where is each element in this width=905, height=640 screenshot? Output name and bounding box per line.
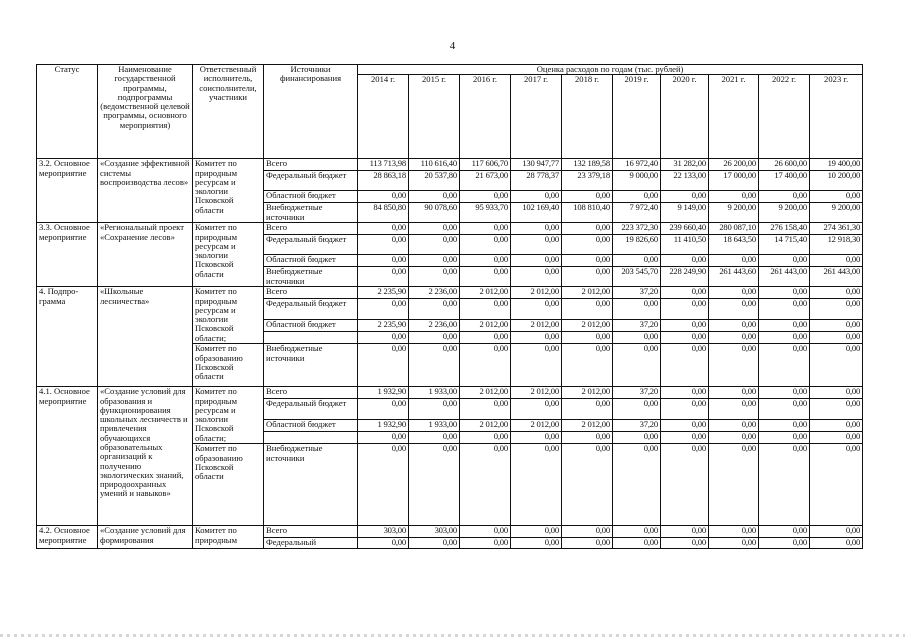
amount-cell: 0,00 xyxy=(358,235,409,255)
amount-cell: 0,00 xyxy=(562,299,613,320)
amount-cell: 0,00 xyxy=(709,299,759,320)
amount-cell: 0,00 xyxy=(511,191,562,203)
amount-cell: 0,00 xyxy=(810,399,863,420)
amount-cell: 0,00 xyxy=(661,526,709,538)
amount-cell: 37,20 xyxy=(613,420,661,432)
funding-source-cell: Федеральный бюджет xyxy=(264,171,358,191)
amount-cell: 0,00 xyxy=(613,191,661,203)
amount-cell: 0,00 xyxy=(661,191,709,203)
amount-cell: 0,00 xyxy=(810,255,863,267)
amount-cell: 0,00 xyxy=(810,299,863,320)
funding-source-cell: Федеральный бюджет xyxy=(264,299,358,320)
amount-cell: 0,00 xyxy=(460,267,511,287)
status-cell: 3.3. Основное мероприятие xyxy=(37,223,98,287)
amount-cell: 2 012,00 xyxy=(562,420,613,432)
amount-cell: 31 282,00 xyxy=(661,159,709,171)
amount-cell: 0,00 xyxy=(511,267,562,287)
amount-cell: 0,00 xyxy=(562,235,613,255)
amount-cell: 0,00 xyxy=(661,387,709,399)
amount-cell: 0,00 xyxy=(759,526,810,538)
amount-cell: 2 236,00 xyxy=(409,320,460,332)
amount-cell: 0,00 xyxy=(810,332,863,344)
table-row xyxy=(37,223,863,235)
amount-cell: 228 249,90 xyxy=(661,267,709,287)
year-header: 2015 г. xyxy=(409,75,460,159)
amount-cell: 2 012,00 xyxy=(460,387,511,399)
year-header: 2022 г. xyxy=(759,75,810,159)
funding-source-cell: Всего xyxy=(264,159,358,171)
amount-cell: 0,00 xyxy=(511,299,562,320)
executor-cell-secondary: Комитет по образованию Псковской области xyxy=(193,344,264,387)
funding-source-cell: Всего xyxy=(264,387,358,399)
amount-cell: 0,00 xyxy=(460,299,511,320)
table-row xyxy=(37,526,863,538)
amount-cell: 0,00 xyxy=(709,526,759,538)
amount-cell: 0,00 xyxy=(709,287,759,299)
amount-cell: 0,00 xyxy=(613,432,661,444)
funding-source-cell: Областной бюджет xyxy=(264,320,358,332)
amount-cell: 0,00 xyxy=(661,432,709,444)
amount-cell: 23 379,18 xyxy=(562,171,613,191)
amount-cell: 2 012,00 xyxy=(562,287,613,299)
amount-cell: 280 087,10 xyxy=(709,223,759,235)
funding-source-cell: Федеральный бюджет xyxy=(264,399,358,420)
funding-source-cell xyxy=(264,332,358,344)
amount-cell: 0,00 xyxy=(460,432,511,444)
status-header: Статус xyxy=(37,65,98,159)
executor-cell: Комитет по природным xyxy=(193,526,264,548)
amount-cell: 0,00 xyxy=(759,287,810,299)
amount-cell: 0,00 xyxy=(759,387,810,399)
amount-cell: 19 826,60 xyxy=(613,235,661,255)
funding-source-cell: Внебюджетные источники xyxy=(264,267,358,287)
amount-cell: 0,00 xyxy=(709,320,759,332)
amount-cell: 10 200,00 xyxy=(810,171,863,191)
amount-cell: 0,00 xyxy=(460,191,511,203)
amount-cell: 0,00 xyxy=(759,332,810,344)
amount-cell: 0,00 xyxy=(409,332,460,344)
amount-cell: 0,00 xyxy=(562,399,613,420)
amount-cell: 0,00 xyxy=(759,255,810,267)
amount-cell: 0,00 xyxy=(709,432,759,444)
amount-cell: 0,00 xyxy=(562,444,613,526)
amount-cell: 0,00 xyxy=(810,526,863,538)
amount-cell: 28 863,18 xyxy=(358,171,409,191)
amount-cell: 130 947,77 xyxy=(511,159,562,171)
amount-cell: 9 149,00 xyxy=(661,203,709,223)
amount-cell: 0,00 xyxy=(409,399,460,420)
amount-cell: 9 200,00 xyxy=(810,203,863,223)
page-number: 4 xyxy=(449,40,456,52)
amount-cell: 1 932,90 xyxy=(358,387,409,399)
amount-cell: 2 236,00 xyxy=(409,287,460,299)
funding-source-cell: Федеральный бюджет xyxy=(264,235,358,255)
amount-cell: 0,00 xyxy=(759,420,810,432)
year-header: 2017 г. xyxy=(511,75,562,159)
funding-source-cell: Внебюджетные источники xyxy=(264,444,358,526)
amount-cell: 0,00 xyxy=(810,387,863,399)
amount-cell: 0,00 xyxy=(709,191,759,203)
amount-cell: 1 933,00 xyxy=(409,420,460,432)
year-header: 2018 г. xyxy=(562,75,613,159)
amount-cell: 0,00 xyxy=(409,432,460,444)
amount-cell: 7 972,40 xyxy=(613,203,661,223)
amount-cell: 0,00 xyxy=(810,538,863,548)
amount-cell: 37,20 xyxy=(613,287,661,299)
funding-source-cell: Всего xyxy=(264,223,358,235)
executor-cell-secondary: Комитет по образованию Псковской области xyxy=(193,444,264,526)
executor-cell: Комитет по природным ресурсам и экологии Псковской области xyxy=(193,159,264,223)
amount-cell: 1 933,00 xyxy=(409,387,460,399)
amount-cell: 0,00 xyxy=(460,538,511,548)
amount-cell: 0,00 xyxy=(358,191,409,203)
amount-cell: 0,00 xyxy=(358,444,409,526)
table-body xyxy=(37,159,863,548)
amount-cell: 0,00 xyxy=(409,444,460,526)
amount-cell: 0,00 xyxy=(661,444,709,526)
amount-cell: 0,00 xyxy=(759,538,810,548)
amount-cell: 2 012,00 xyxy=(460,287,511,299)
amount-cell: 0,00 xyxy=(810,287,863,299)
amount-cell: 0,00 xyxy=(810,444,863,526)
funding-source-cell: Федеральный xyxy=(264,538,358,548)
amount-cell: 0,00 xyxy=(511,344,562,387)
amount-cell: 0,00 xyxy=(613,399,661,420)
amount-cell: 0,00 xyxy=(709,255,759,267)
amount-cell: 0,00 xyxy=(759,344,810,387)
amount-cell: 113 713,98 xyxy=(358,159,409,171)
amount-cell: 1 932,90 xyxy=(358,420,409,432)
amount-cell: 2 235,90 xyxy=(358,320,409,332)
amount-cell: 0,00 xyxy=(562,332,613,344)
amount-cell: 14 715,40 xyxy=(759,235,810,255)
amount-cell: 18 643,50 xyxy=(709,235,759,255)
amount-cell: 0,00 xyxy=(709,399,759,420)
amount-cell: 0,00 xyxy=(709,420,759,432)
amount-cell: 0,00 xyxy=(613,299,661,320)
amount-cell: 0,00 xyxy=(511,332,562,344)
amount-cell: 2 012,00 xyxy=(460,320,511,332)
funding-source-cell xyxy=(264,432,358,444)
year-header: 2021 г. xyxy=(709,75,759,159)
amount-cell: 0,00 xyxy=(810,191,863,203)
amount-cell: 239 660,40 xyxy=(661,223,709,235)
amount-cell: 90 078,60 xyxy=(409,203,460,223)
amount-cell: 303,00 xyxy=(409,526,460,538)
amount-cell: 9 000,00 xyxy=(613,171,661,191)
estimate-header: Оценка расходов по годам (тыс. рублей) xyxy=(358,65,863,75)
amount-cell: 2 012,00 xyxy=(562,320,613,332)
amount-cell: 0,00 xyxy=(460,255,511,267)
amount-cell: 303,00 xyxy=(358,526,409,538)
amount-cell: 9 200,00 xyxy=(759,203,810,223)
year-header: 2016 г. xyxy=(460,75,511,159)
amount-cell: 0,00 xyxy=(661,332,709,344)
amount-cell: 0,00 xyxy=(709,538,759,548)
amount-cell: 0,00 xyxy=(562,191,613,203)
amount-cell: 21 673,00 xyxy=(460,171,511,191)
funding-source-cell: Областной бюджет xyxy=(264,420,358,432)
amount-cell: 110 616,40 xyxy=(409,159,460,171)
amount-cell: 0,00 xyxy=(810,432,863,444)
funding-source-cell: Областной бюджет xyxy=(264,255,358,267)
amount-cell: 17 400,00 xyxy=(759,171,810,191)
amount-cell: 0,00 xyxy=(759,320,810,332)
amount-cell: 261 443,60 xyxy=(709,267,759,287)
amount-cell: 11 410,50 xyxy=(661,235,709,255)
amount-cell: 20 537,80 xyxy=(409,171,460,191)
amount-cell: 2 012,00 xyxy=(511,320,562,332)
amount-cell: 95 933,70 xyxy=(460,203,511,223)
status-cell: 4.1. Основное мероприятие xyxy=(37,387,98,526)
amount-cell: 2 012,00 xyxy=(460,420,511,432)
amount-cell: 37,20 xyxy=(613,387,661,399)
amount-cell: 2 012,00 xyxy=(511,420,562,432)
amount-cell: 274 361,30 xyxy=(810,223,863,235)
amount-cell: 19 400,00 xyxy=(810,159,863,171)
amount-cell: 0,00 xyxy=(511,235,562,255)
source-header: Источники финансирования xyxy=(264,65,358,159)
status-cell: 4.2. Основное мероприятие xyxy=(37,526,98,548)
amount-cell: 223 372,30 xyxy=(613,223,661,235)
funding-source-cell: Всего xyxy=(264,526,358,538)
amount-cell: 9 200,00 xyxy=(709,203,759,223)
amount-cell: 0,00 xyxy=(709,387,759,399)
header-row-top xyxy=(37,65,863,75)
amount-cell: 0,00 xyxy=(358,432,409,444)
amount-cell: 17 000,00 xyxy=(709,171,759,191)
amount-cell: 0,00 xyxy=(810,320,863,332)
amount-cell: 0,00 xyxy=(661,255,709,267)
amount-cell: 0,00 xyxy=(358,299,409,320)
amount-cell: 0,00 xyxy=(409,299,460,320)
amount-cell: 0,00 xyxy=(460,223,511,235)
amount-cell: 0,00 xyxy=(613,444,661,526)
amount-cell: 0,00 xyxy=(810,420,863,432)
amount-cell: 0,00 xyxy=(661,538,709,548)
amount-cell: 0,00 xyxy=(661,420,709,432)
amount-cell: 102 169,40 xyxy=(511,203,562,223)
amount-cell: 0,00 xyxy=(759,444,810,526)
amount-cell: 0,00 xyxy=(511,223,562,235)
program-name-cell: «Создание эффективной системы воспроизводства лесов» xyxy=(98,159,193,223)
amount-cell: 0,00 xyxy=(409,538,460,548)
amount-cell: 0,00 xyxy=(460,526,511,538)
amount-cell: 0,00 xyxy=(409,223,460,235)
executor-cell: Комитет по природным ресурсам и экологии Псковской области; xyxy=(193,287,264,344)
amount-cell: 203 545,70 xyxy=(613,267,661,287)
amount-cell: 2 012,00 xyxy=(562,387,613,399)
executor-cell: Комитет по природным ресурсам и экологии Псковской области xyxy=(193,223,264,287)
funding-source-cell: Внебюджетные источники xyxy=(264,203,358,223)
amount-cell: 0,00 xyxy=(409,344,460,387)
amount-cell: 0,00 xyxy=(759,399,810,420)
amount-cell: 0,00 xyxy=(709,344,759,387)
amount-cell: 0,00 xyxy=(460,399,511,420)
amount-cell: 0,00 xyxy=(409,255,460,267)
amount-cell: 0,00 xyxy=(511,538,562,548)
name-header: Наименование государственной программы, подпрограммы (ведомственной целевой программы, основного мероприятия) xyxy=(98,65,193,159)
status-cell: 4. Подпро-грамма xyxy=(37,287,98,387)
amount-cell: 0,00 xyxy=(358,223,409,235)
amount-cell: 276 158,40 xyxy=(759,223,810,235)
amount-cell: 2 012,00 xyxy=(511,387,562,399)
amount-cell: 0,00 xyxy=(358,399,409,420)
amount-cell: 0,00 xyxy=(661,287,709,299)
amount-cell: 2 012,00 xyxy=(511,287,562,299)
amount-cell: 0,00 xyxy=(661,399,709,420)
amount-cell: 0,00 xyxy=(460,444,511,526)
amount-cell: 16 972,40 xyxy=(613,159,661,171)
amount-cell: 117 606,70 xyxy=(460,159,511,171)
amount-cell: 0,00 xyxy=(511,399,562,420)
program-name-cell: «Школьные лесничества» xyxy=(98,287,193,387)
year-header: 2019 г. xyxy=(613,75,661,159)
amount-cell: 12 918,30 xyxy=(810,235,863,255)
amount-cell: 22 133,00 xyxy=(661,171,709,191)
amount-cell: 0,00 xyxy=(358,538,409,548)
budget-table xyxy=(36,64,863,549)
amount-cell: 0,00 xyxy=(358,344,409,387)
amount-cell: 0,00 xyxy=(511,444,562,526)
amount-cell: 0,00 xyxy=(511,432,562,444)
amount-cell: 28 778,37 xyxy=(511,171,562,191)
table-row xyxy=(37,287,863,299)
amount-cell: 0,00 xyxy=(613,538,661,548)
amount-cell: 0,00 xyxy=(661,320,709,332)
funding-source-cell: Всего xyxy=(264,287,358,299)
amount-cell: 0,00 xyxy=(661,344,709,387)
status-cell: 3.2. Основное мероприятие xyxy=(37,159,98,223)
amount-cell: 0,00 xyxy=(759,432,810,444)
amount-cell: 0,00 xyxy=(613,255,661,267)
program-name-cell: «Создание условий для формирования xyxy=(98,526,193,548)
funding-source-cell: Внебюджетные источники xyxy=(264,344,358,387)
amount-cell: 0,00 xyxy=(460,332,511,344)
amount-cell: 84 850,80 xyxy=(358,203,409,223)
amount-cell: 0,00 xyxy=(562,344,613,387)
year-header: 2023 г. xyxy=(810,75,863,159)
amount-cell: 0,00 xyxy=(613,332,661,344)
amount-cell: 37,20 xyxy=(613,320,661,332)
amount-cell: 26 200,00 xyxy=(709,159,759,171)
amount-cell: 0,00 xyxy=(409,235,460,255)
amount-cell: 0,00 xyxy=(562,432,613,444)
amount-cell: 26 600,00 xyxy=(759,159,810,171)
amount-cell: 0,00 xyxy=(759,191,810,203)
amount-cell: 0,00 xyxy=(409,267,460,287)
amount-cell: 0,00 xyxy=(460,235,511,255)
amount-cell: 0,00 xyxy=(562,538,613,548)
amount-cell: 0,00 xyxy=(810,344,863,387)
amount-cell: 0,00 xyxy=(709,444,759,526)
program-name-cell: «Региональный проект «Сохранение лесов» xyxy=(98,223,193,287)
amount-cell: 0,00 xyxy=(613,344,661,387)
amount-cell: 261 443,00 xyxy=(759,267,810,287)
amount-cell: 0,00 xyxy=(562,526,613,538)
amount-cell: 0,00 xyxy=(562,267,613,287)
year-header: 2020 г. xyxy=(661,75,709,159)
amount-cell: 0,00 xyxy=(613,526,661,538)
year-header: 2014 г. xyxy=(358,75,409,159)
table-row xyxy=(37,387,863,399)
amount-cell: 0,00 xyxy=(562,255,613,267)
program-name-cell: «Создание условий для образования и функционирования школьных лесничеств и привлечения обучающихся образовательных организаций к получению экологических знаний, природоохранных умений и навыков» xyxy=(98,387,193,526)
amount-cell: 108 810,40 xyxy=(562,203,613,223)
amount-cell: 0,00 xyxy=(759,299,810,320)
amount-cell: 0,00 xyxy=(661,299,709,320)
amount-cell: 0,00 xyxy=(562,223,613,235)
amount-cell: 2 235,90 xyxy=(358,287,409,299)
executor-header: Ответственный исполнитель, соисполнители, участники xyxy=(193,65,264,159)
amount-cell: 0,00 xyxy=(358,255,409,267)
amount-cell: 132 189,58 xyxy=(562,159,613,171)
funding-source-cell: Областной бюджет xyxy=(264,191,358,203)
amount-cell: 0,00 xyxy=(409,191,460,203)
amount-cell: 0,00 xyxy=(511,526,562,538)
amount-cell: 0,00 xyxy=(709,332,759,344)
amount-cell: 0,00 xyxy=(511,255,562,267)
amount-cell: 0,00 xyxy=(358,332,409,344)
executor-cell: Комитет по природным ресурсам и экологии Псковской области; xyxy=(193,387,264,444)
scan-artifact-line xyxy=(0,634,905,637)
amount-cell: 0,00 xyxy=(358,267,409,287)
amount-cell: 0,00 xyxy=(460,344,511,387)
amount-cell: 261 443,00 xyxy=(810,267,863,287)
table-row xyxy=(37,159,863,171)
